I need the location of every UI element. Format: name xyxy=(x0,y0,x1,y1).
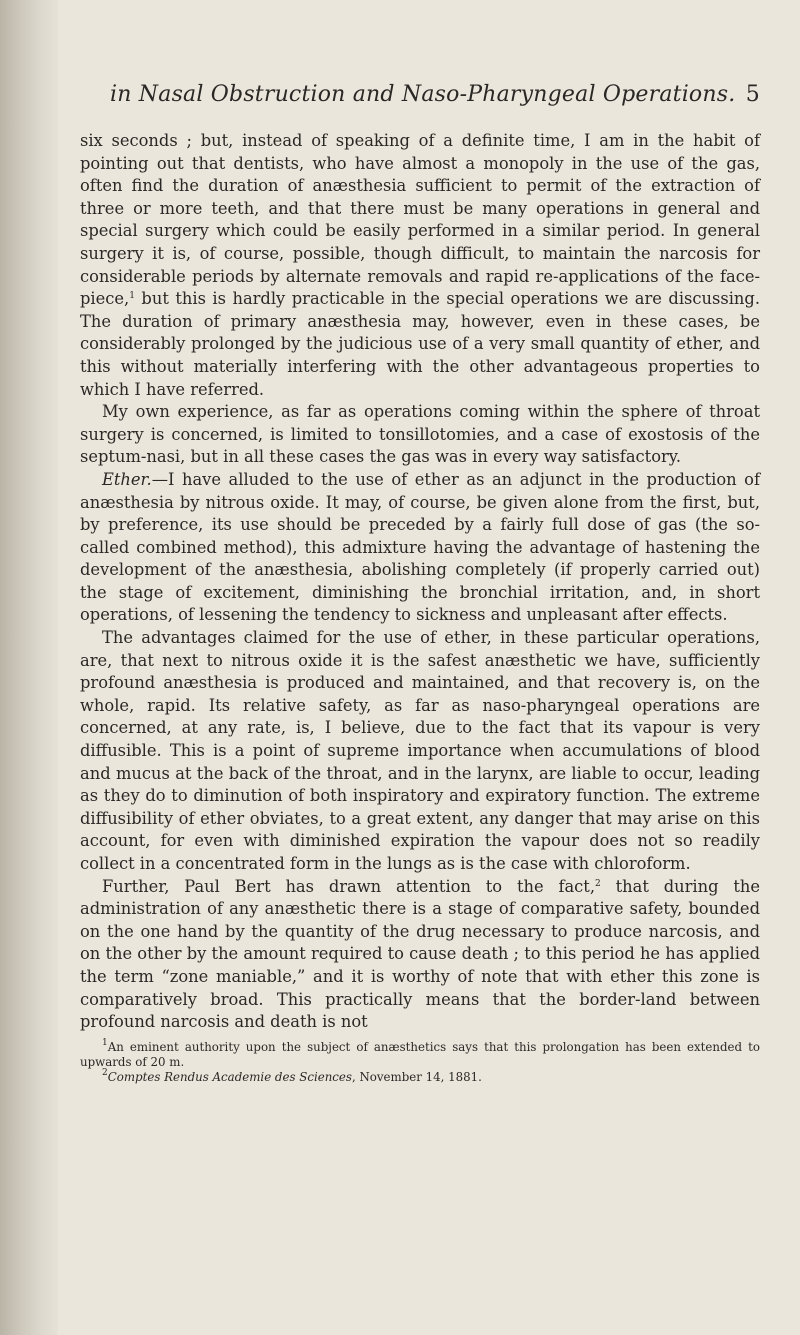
paragraph-4: The advantages claimed for the use of ether, in these particular operations, are, that next to nitrous oxide it is the safest anæsthetic we have, sufficiently profound anæsthesia is produced and maintained, and that recovery is, on the whole, rapid. Its relative safety, as far as naso-pharyngeal operations are concerned, at any rate, is, I believe, due to the fact that its vapour is very diffusible. This is a point of supreme importance when accumulations of blood and mucus at the back of the throat, and in the larynx, are liable to occur, leading as they do to diminution of both inspiratory and expiratory function. The extreme diffusibility of ether obviates, to a great extent, any danger that may arise on this account, for even with diminished expiration the vapour does not so readily collect in a concentrated form in the lungs as is the case with chloroform. xyxy=(80,628,760,873)
footnote-ref-1: 1 xyxy=(129,291,135,302)
book-spine-shadow xyxy=(0,0,58,1335)
footnote-2: $^2$Comptes Rendus Academie des Sciences, November 14, 1881. xyxy=(102,1067,482,1084)
running-title: in Nasal Obstruction and Naso-Pharyngeal Operations. xyxy=(110,82,736,107)
paragraph-3: Ether.—I have alluded to the use of ether as an adjunct in the production of anæsthesia by nitrous oxide. It may, of course, be given alone from the first, but, by preference, its use should be preceded by a fairly full dose of gas (the so-called combined method), this admixture having the advantage of hastening the development of the anæsthesia, abolishing completely (if properly carried out) the stage of excitement, diminishing the bronchial irritation, and, in short operations, of lessening the tendency to sickness and unpleasant after effects. xyxy=(80,469,760,625)
footnote-ref-2: 2 xyxy=(595,878,601,889)
book-page xyxy=(80,82,760,1085)
footnotes xyxy=(80,1037,760,1085)
footnote-2-source: Comptes Rendus Academie des Sciences xyxy=(107,1069,352,1084)
body-text xyxy=(80,130,760,1034)
running-head xyxy=(110,82,760,118)
paragraph-1: six seconds ; but, instead of speaking of a definite time, I am in the habit of pointing out that dentists, who have almost a monopoly in the use of the gas, often find the duration of anæsthesia sufficient to permit of the extraction of three or more teeth, and that there must be many operations in general and special surgery which could be easily performed in a similar period. In general surgery it is, of course, possible, though difficult, to maintain the narcosis for considerable periods by alternate removals and rapid re-applications of the face-piece,$^1$ but this is hardly practicable in the special operations we are discussing. The duration of primary anæsthesia may, however, even in these cases, be considerably prolonged by the judicious use of a very small quantity of ether, and this without materially interfering with the other advantageous properties to which I have referred. xyxy=(80,131,760,399)
page-number: 5 xyxy=(745,82,760,107)
section-lead-ether: Ether. xyxy=(102,469,152,489)
footnote-1: $^1$An eminent authority upon the subject of anæsthetics says that this prolongation has been extended to upwards of 20 m. xyxy=(80,1037,760,1069)
paragraph-5: Further, Paul Bert has drawn attention to the fact,$^2$ that during the administration of any anæsthetic there is a stage of comparative safety, bounded on the one hand by the quantity of the drug necessary to produce narcosis, and on the other by the amount required to cause death ; to this period he has applied the term “zone maniable,” and it is worthy of note that with ether this zone is comparatively broad. This practically means that the border-land between profound narcosis and death is not xyxy=(80,876,760,1032)
paragraph-2: My own experience, as far as operations coming within the sphere of throat surgery is concerned, is limited to tonsillotomies, and a case of exostosis of the septum-nasi, but in all these cases the gas was in every way satisfactory. xyxy=(80,402,760,467)
